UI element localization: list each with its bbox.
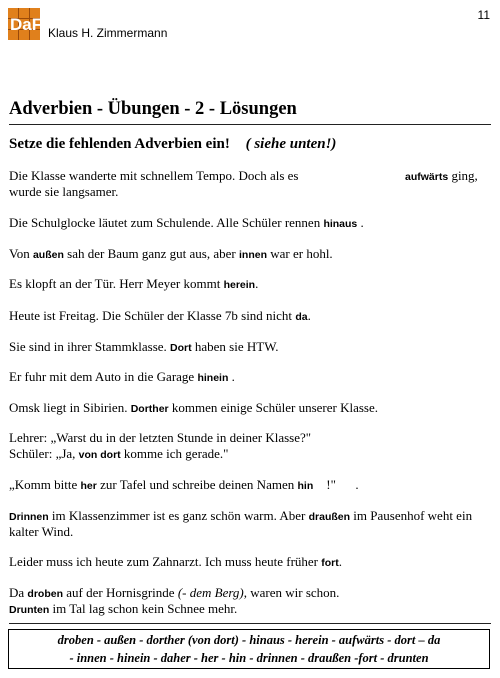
sentence-text: im Tal lag schon kein Schnee mehr. <box>49 601 238 616</box>
sentence-text: ging, <box>448 168 478 183</box>
logo <box>8 8 43 40</box>
sentence-text: Omsk liegt in Sibirien. <box>9 400 131 415</box>
answer-word: fort <box>321 557 339 569</box>
instruction <box>9 136 336 153</box>
sentence-8 <box>9 398 378 419</box>
sentence-text: komme ich gerade." <box>120 446 229 461</box>
sentence-text: Sie sind in ihrer Stammklasse. <box>9 339 171 354</box>
sentence-4 <box>9 274 258 295</box>
answer-word: Drinnen <box>9 511 49 523</box>
page-title: Adverbien - Übungen - 2 - Lösungen <box>9 99 297 119</box>
answer-word: draußen <box>308 511 351 523</box>
sentence-1-answer <box>405 166 478 187</box>
sentence-text: kalter Wind. <box>9 524 74 539</box>
title-divider <box>9 124 491 125</box>
author-name: Klaus H. Zimmermann <box>48 26 168 40</box>
sentence-10 <box>9 475 359 496</box>
sentence-text: Es klopft an der Tür. Herr Meyer kommt <box>9 276 224 291</box>
sentence-text: !" . <box>313 477 359 492</box>
sentence-text: war er hohl. <box>266 246 333 261</box>
sentence-3 <box>9 244 333 265</box>
sentence-12 <box>9 552 342 573</box>
word-bank <box>8 629 490 669</box>
answer-word: Drunten <box>9 604 50 616</box>
sentence-text: Lehrer: „Warst du in der letzten Stunde in deiner Klasse?" <box>9 430 312 445</box>
word-bank-line-2: - innen - hinein - daher - her - hin - drinnen - draußen -fort - drunten <box>69 651 429 665</box>
sentence-text: im Klassenzimmer ist es ganz schön warm. Aber <box>48 508 309 523</box>
sentence-13-continued <box>9 599 237 620</box>
answer-word: hinaus <box>323 218 358 230</box>
logo-text: DaF <box>10 15 43 34</box>
sentence-text: Die Klasse wanderte mit schnellem Tempo. Doch als es <box>9 168 299 183</box>
sentence-text: Die Schulglocke läutet zum Schulende. Alle Schüler rennen <box>9 215 324 230</box>
sentence-text: wurde sie langsamer. <box>9 184 119 199</box>
answer-word: aufwärts <box>405 171 449 183</box>
instruction-note: ( siehe unten!) <box>245 136 337 152</box>
answer-word: von dort <box>78 449 121 461</box>
sentence-text: „Komm bitte <box>9 477 81 492</box>
answer-word: hin <box>297 480 314 492</box>
sentence-1-continued <box>9 182 118 202</box>
word-bank-line-1: droben - außen - dorther (von dort) - hinaus - herein - aufwärts - dort – da <box>57 633 441 647</box>
sentence-text: Schüler: „Ja, <box>9 446 79 461</box>
sentence-text: Heute ist Freitag. Die Schüler der Klasse 7b sind nicht <box>9 308 296 323</box>
answer-word: innen <box>238 249 267 261</box>
answer-word: hinein <box>197 372 229 384</box>
sentence-2 <box>9 213 364 234</box>
answer-word: her <box>80 480 97 492</box>
sentence-text: Da <box>9 585 28 600</box>
sentence-text: im Pausenhof weht ein <box>350 508 473 523</box>
sentence-11 <box>9 506 472 527</box>
answer-word: Dort <box>170 342 192 354</box>
answer-word: Dorther <box>130 403 169 415</box>
sentence-text-italic: (- dem Berg) <box>177 585 244 600</box>
instruction-text: Setze die fehlenden Adverbien ein! <box>9 136 230 152</box>
answer-word: da <box>295 311 308 323</box>
page-number: 11 <box>477 8 490 22</box>
sentence-text: auf der Hornisgrinde <box>63 585 178 600</box>
sentence-text: . <box>307 308 311 323</box>
sentence-7 <box>9 367 235 388</box>
sentence-text: Er fuhr mit dem Auto in die Garage <box>9 369 198 384</box>
sentence-5 <box>9 306 311 327</box>
sentence-text: Von <box>9 246 33 261</box>
sentence-text: . <box>338 554 342 569</box>
sentence-text: sah der Baum ganz gut aus, aber <box>63 246 239 261</box>
sentence-text: haben sie HTW. <box>191 339 279 354</box>
sentence-text: zur Tafel und schreibe deinen Namen <box>96 477 298 492</box>
sentence-9-reply <box>9 444 229 465</box>
answer-word: herein <box>223 279 256 291</box>
answer-word: droben <box>27 588 64 600</box>
sentence-text: . <box>228 369 235 384</box>
section-divider <box>9 623 491 624</box>
sentence-text: Leider muss ich heute zum Zahnarzt. Ich muss heute früher <box>9 554 322 569</box>
sentence-6 <box>9 337 279 358</box>
sentence-text: kommen einige Schüler unserer Klasse. <box>168 400 379 415</box>
sentence-text: , waren wir schon. <box>243 585 340 600</box>
sentence-text: . <box>255 276 259 291</box>
sentence-text: . <box>357 215 364 230</box>
answer-word: außen <box>32 249 64 261</box>
sentence-11-continued <box>9 522 73 542</box>
